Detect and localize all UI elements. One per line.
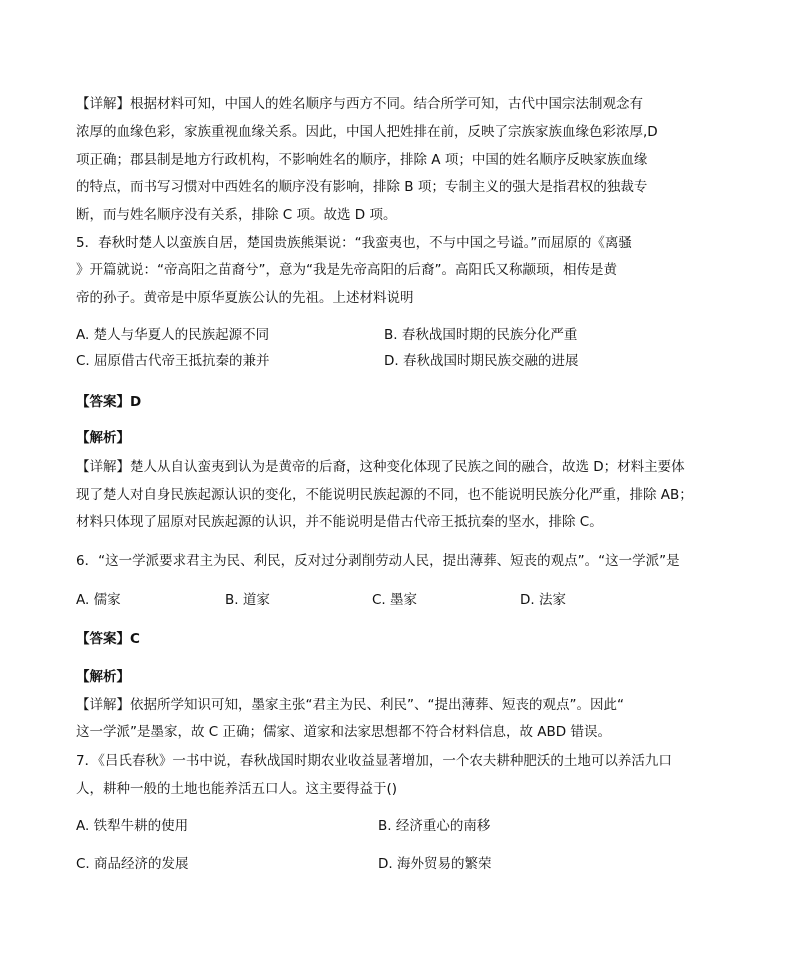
q5-explanation-line-3: 材料只体现了屈原对民族起源的认识，并不能说明是借古代帝王抵抗秦的坚水，排除 C。 <box>76 514 603 530</box>
q5-option-b: B. 春秋战国时期的民族分化严重 <box>384 327 578 343</box>
q5-stem-line-1: 5．春秋时楚人以蛮族自居，楚国贵族熊渠说：“我蛮夷也，不与中国之号谥。”而屈原的《离骚 <box>76 235 632 251</box>
q7-option-a: A. 铁犁牛耕的使用 <box>76 818 189 834</box>
q4-explanation-line-2: 浓厚的血缘色彩，家族重视血缘关系。因此，中国人把姓排在前，反映了宗族家族血缘色彩浓厚,D <box>76 124 658 140</box>
q7-stem-line-1: 7．《吕氏春秋》一书中说，春秋战国时期农业收益显著增加，一个农夫耕种肥沃的土地可以养活九口 <box>76 753 672 769</box>
q5-option-a: A. 楚人与华夏人的民族起源不同 <box>76 327 270 343</box>
q6-option-b: B. 道家 <box>225 592 270 608</box>
q7-option-c: C. 商品经济的发展 <box>76 856 189 872</box>
q5-explanation-line-2: 现了楚人对自身民族起源认识的变化，不能说明民族起源的不同，也不能说明民族分化严重，排除 AB； <box>76 487 693 503</box>
q5-option-c: C. 屈原借古代帝王抵抗秦的兼并 <box>76 353 270 369</box>
q4-explanation-line-4: 的特点，而书写习惯对中西姓名的顺序没有影响，排除 B 项；专制主义的强大是指君权的独裁专 <box>76 179 648 195</box>
q5-stem-line-2: 》开篇就说：“帝高阳之苗裔兮”，意为“我是先帝高阳的后裔”。高阳氏又称颛顼，相传是黄 <box>76 262 617 278</box>
q6-analysis-label: 【解析】 <box>76 669 130 685</box>
q5-option-d: D. 春秋战国时期民族交融的进展 <box>384 353 579 369</box>
q7-option-d: D. 海外贸易的繁荣 <box>378 856 492 872</box>
q5-explanation-line-1: 【详解】楚人从自认蛮夷到认为是黄帝的后裔，这种变化体现了民族之间的融合，故选 D；材料主要体 <box>76 459 685 475</box>
q7-stem-line-2: 人，耕种一般的土地也能养活五口人。这主要得益于() <box>76 781 398 797</box>
q6-explanation-line-2: 这一学派”是墨家，故 C 正确；儒家、道家和法家思想都不符合材料信息，故 ABD 错误。 <box>76 724 611 740</box>
q4-explanation-line-3: 项正确；郡县制是地方行政机构，不影响姓名的顺序，排除 A 项；中国的姓名顺序反映家族血缘 <box>76 152 648 168</box>
q5-answer: 【答案】D <box>76 394 142 410</box>
q6-option-d: D. 法家 <box>520 592 566 608</box>
q4-explanation-line-1: 【详解】根据材料可知，中国人的姓名顺序与西方不同。结合所学可知，古代中国宗法制观念有 <box>76 96 643 112</box>
q7-option-b: B. 经济重心的南移 <box>378 818 491 834</box>
q4-explanation-line-5: 断，而与姓名顺序没有关系，排除 C 项。故选 D 项。 <box>76 207 397 223</box>
q6-option-c: C. 墨家 <box>372 592 418 608</box>
q6-option-a: A. 儒家 <box>76 592 121 608</box>
q6-answer: 【答案】C <box>76 631 140 647</box>
q6-explanation-line-1: 【详解】依据所学知识可知，墨家主张“君主为民、利民”、“提出薄葬、短丧的观点”。因此“ <box>76 697 624 713</box>
q5-stem-line-3: 帝的孙子。黄帝是中原华夏族公认的先祖。上述材料说明 <box>76 290 414 306</box>
q6-stem: 6．“这一学派要求君主为民、利民，反对过分剥削劳动人民，提出薄葬、短丧的观点”。“这一学派”是 <box>76 553 680 569</box>
q5-analysis-label: 【解析】 <box>76 430 130 446</box>
